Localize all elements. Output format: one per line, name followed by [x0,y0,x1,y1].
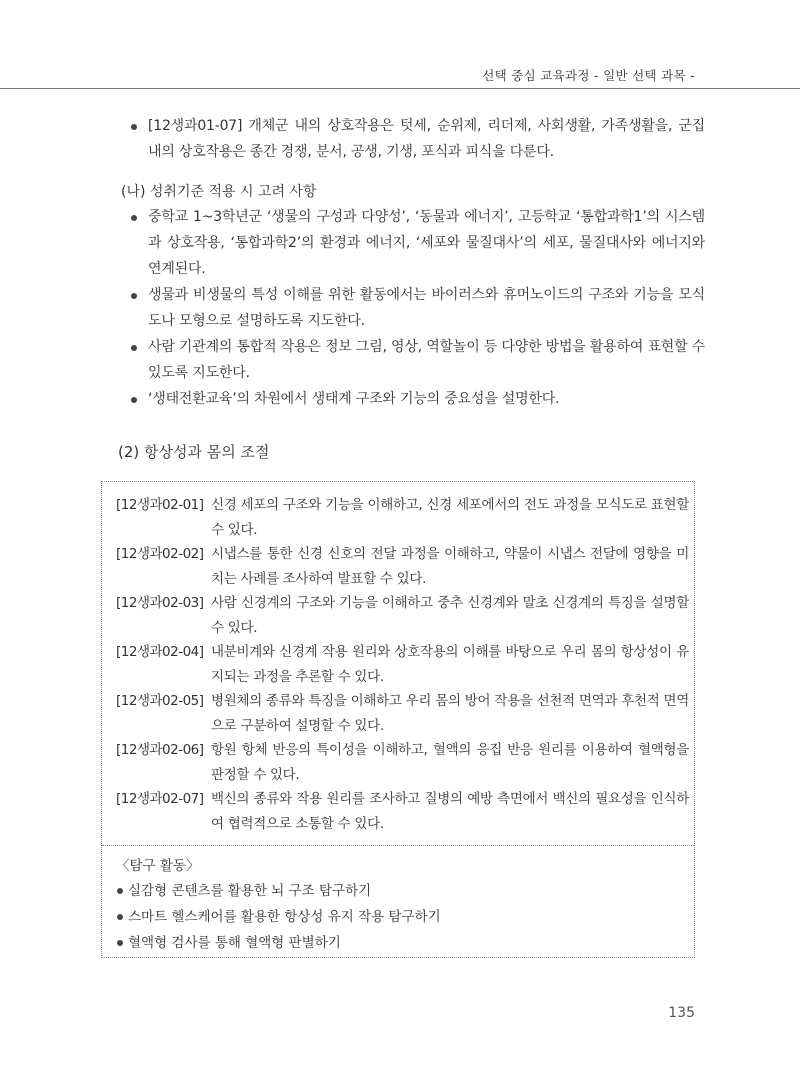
activity-text: 실감형 콘텐츠를 활용한 뇌 구조 탐구하기 [128,883,372,899]
consideration-text: ‘생태전환교육’의 차원에서 생태계 구조와 기능의 중요성을 설명한다. [148,391,560,407]
considerations-heading: (나) 성취기준 적용 시 고려 사항 [121,184,317,200]
standard-code: [12생과02-06] [116,742,204,758]
standard-item [116,493,689,542]
standard-code: [12생과02-05] [116,693,204,709]
activity-item [116,878,441,904]
bullet-dot-icon [131,397,137,403]
bullet-dot-icon [117,940,123,946]
activity-text: 혈액형 검사를 통해 혈액형 판별하기 [128,935,341,951]
section-heading: (2) 항상성과 몸의 조절 [118,443,270,461]
standards-list [116,493,689,836]
bullet-dot-icon [131,215,137,221]
bullet-text: [12생과01-07] 개체군 내의 상호작용은 텃세, 순위제, 리더제, 사회생활, 가족생활을, 군집 내의 상호작용은 종간 경쟁, 분서, 공생, 기생, 포식과 피식을 다룬다. [148,118,705,160]
standard-item [116,738,689,787]
consideration-text: 사람 기관계의 통합적 작용은 정보 그림, 영상, 역할놀이 등 다양한 방법을 활용하여 표현할 수 있도록 지도한다. [148,339,705,381]
page-number: 135 [668,1005,695,1021]
box-divider [102,845,694,846]
standard-code: [12생과02-04] [116,644,204,660]
bullet-dot-icon [131,345,137,351]
standard-item [116,640,689,689]
standard-text: 백신의 종류와 작용 원리를 조사하고 질병의 예방 측면에서 백신의 필요성을 인식하여 협력적으로 소통할 수 있다. [211,791,689,832]
header-rule [0,88,800,89]
achievement-standards-box [101,481,695,958]
standard-item [116,542,689,591]
consideration-text: 중학교 1~3학년군 ‘생물의 구성과 다양성’, ‘동물과 에너지’, 고등학교 ‘통합과학1’의 시스템과 상호작용, ‘통합과학2’의 환경과 에너지, ‘세포와 물질대사’의 세포, 물질대사와 에너지와 연계된다. [148,209,705,277]
standard-code: [12생과02-01] [116,497,204,513]
consideration-text: 생물과 비생물의 특성 이해를 위한 활동에서는 바이러스와 휴머노이드의 구조와 기능을 모식도나 모형으로 설명하도록 지도한다. [148,287,705,329]
activity-text: 스마트 헬스케어를 활용한 항상성 유지 작용 탐구하기 [128,909,441,925]
bullet-dot-icon [117,888,123,894]
standard-text: 내분비계와 신경계 작용 원리와 상호작용의 이해를 바탕으로 우리 몸의 항상성이 유지되는 과정을 추론할 수 있다. [211,644,689,685]
bullet-dot-icon [117,914,123,920]
standard-text: 항원 항체 반응의 특이성을 이해하고, 혈액의 응집 반응 원리를 이용하여 혈액형을 판정할 수 있다. [211,742,689,783]
top-bullet-list [115,113,705,165]
consideration-item [115,334,705,386]
bullet-dot-icon [131,293,137,299]
standard-text: 시냅스를 통한 신경 신호의 전달 과정을 이해하고, 약물이 시냅스 전달에 영향을 미치는 사례를 조사하여 발표할 수 있다. [211,546,689,587]
standard-text: 신경 세포의 구조와 기능을 이해하고, 신경 세포에서의 전도 과정을 모식도로 표현할 수 있다. [211,497,689,538]
activities-list [116,878,441,956]
standard-code: [12생과02-02] [116,546,204,562]
consideration-item [115,386,705,412]
standard-item [116,689,689,738]
activity-item [116,930,441,956]
considerations-list [115,204,705,412]
activity-item [116,904,441,930]
running-header: 선택 중심 교육과정 - 일반 선택 과목 - [482,68,695,83]
standard-text: 병원체의 종류와 특징을 이해하고 우리 몸의 방어 작용을 선천적 면역과 후천적 면역으로 구분하여 설명할 수 있다. [211,693,689,734]
standard-code: [12생과02-03] [116,595,204,611]
consideration-item [115,282,705,334]
standard-code: [12생과02-07] [116,791,204,807]
standard-item [116,591,689,640]
consideration-item [115,204,705,282]
bullet-item [115,113,705,165]
activities-heading: 〈탐구 활동〉 [116,858,200,874]
standard-text: 사람 신경계의 구조와 기능을 이해하고 중추 신경계와 말초 신경계의 특징을 설명할 수 있다. [211,595,689,636]
bullet-dot-icon [131,124,137,130]
standard-item [116,787,689,836]
